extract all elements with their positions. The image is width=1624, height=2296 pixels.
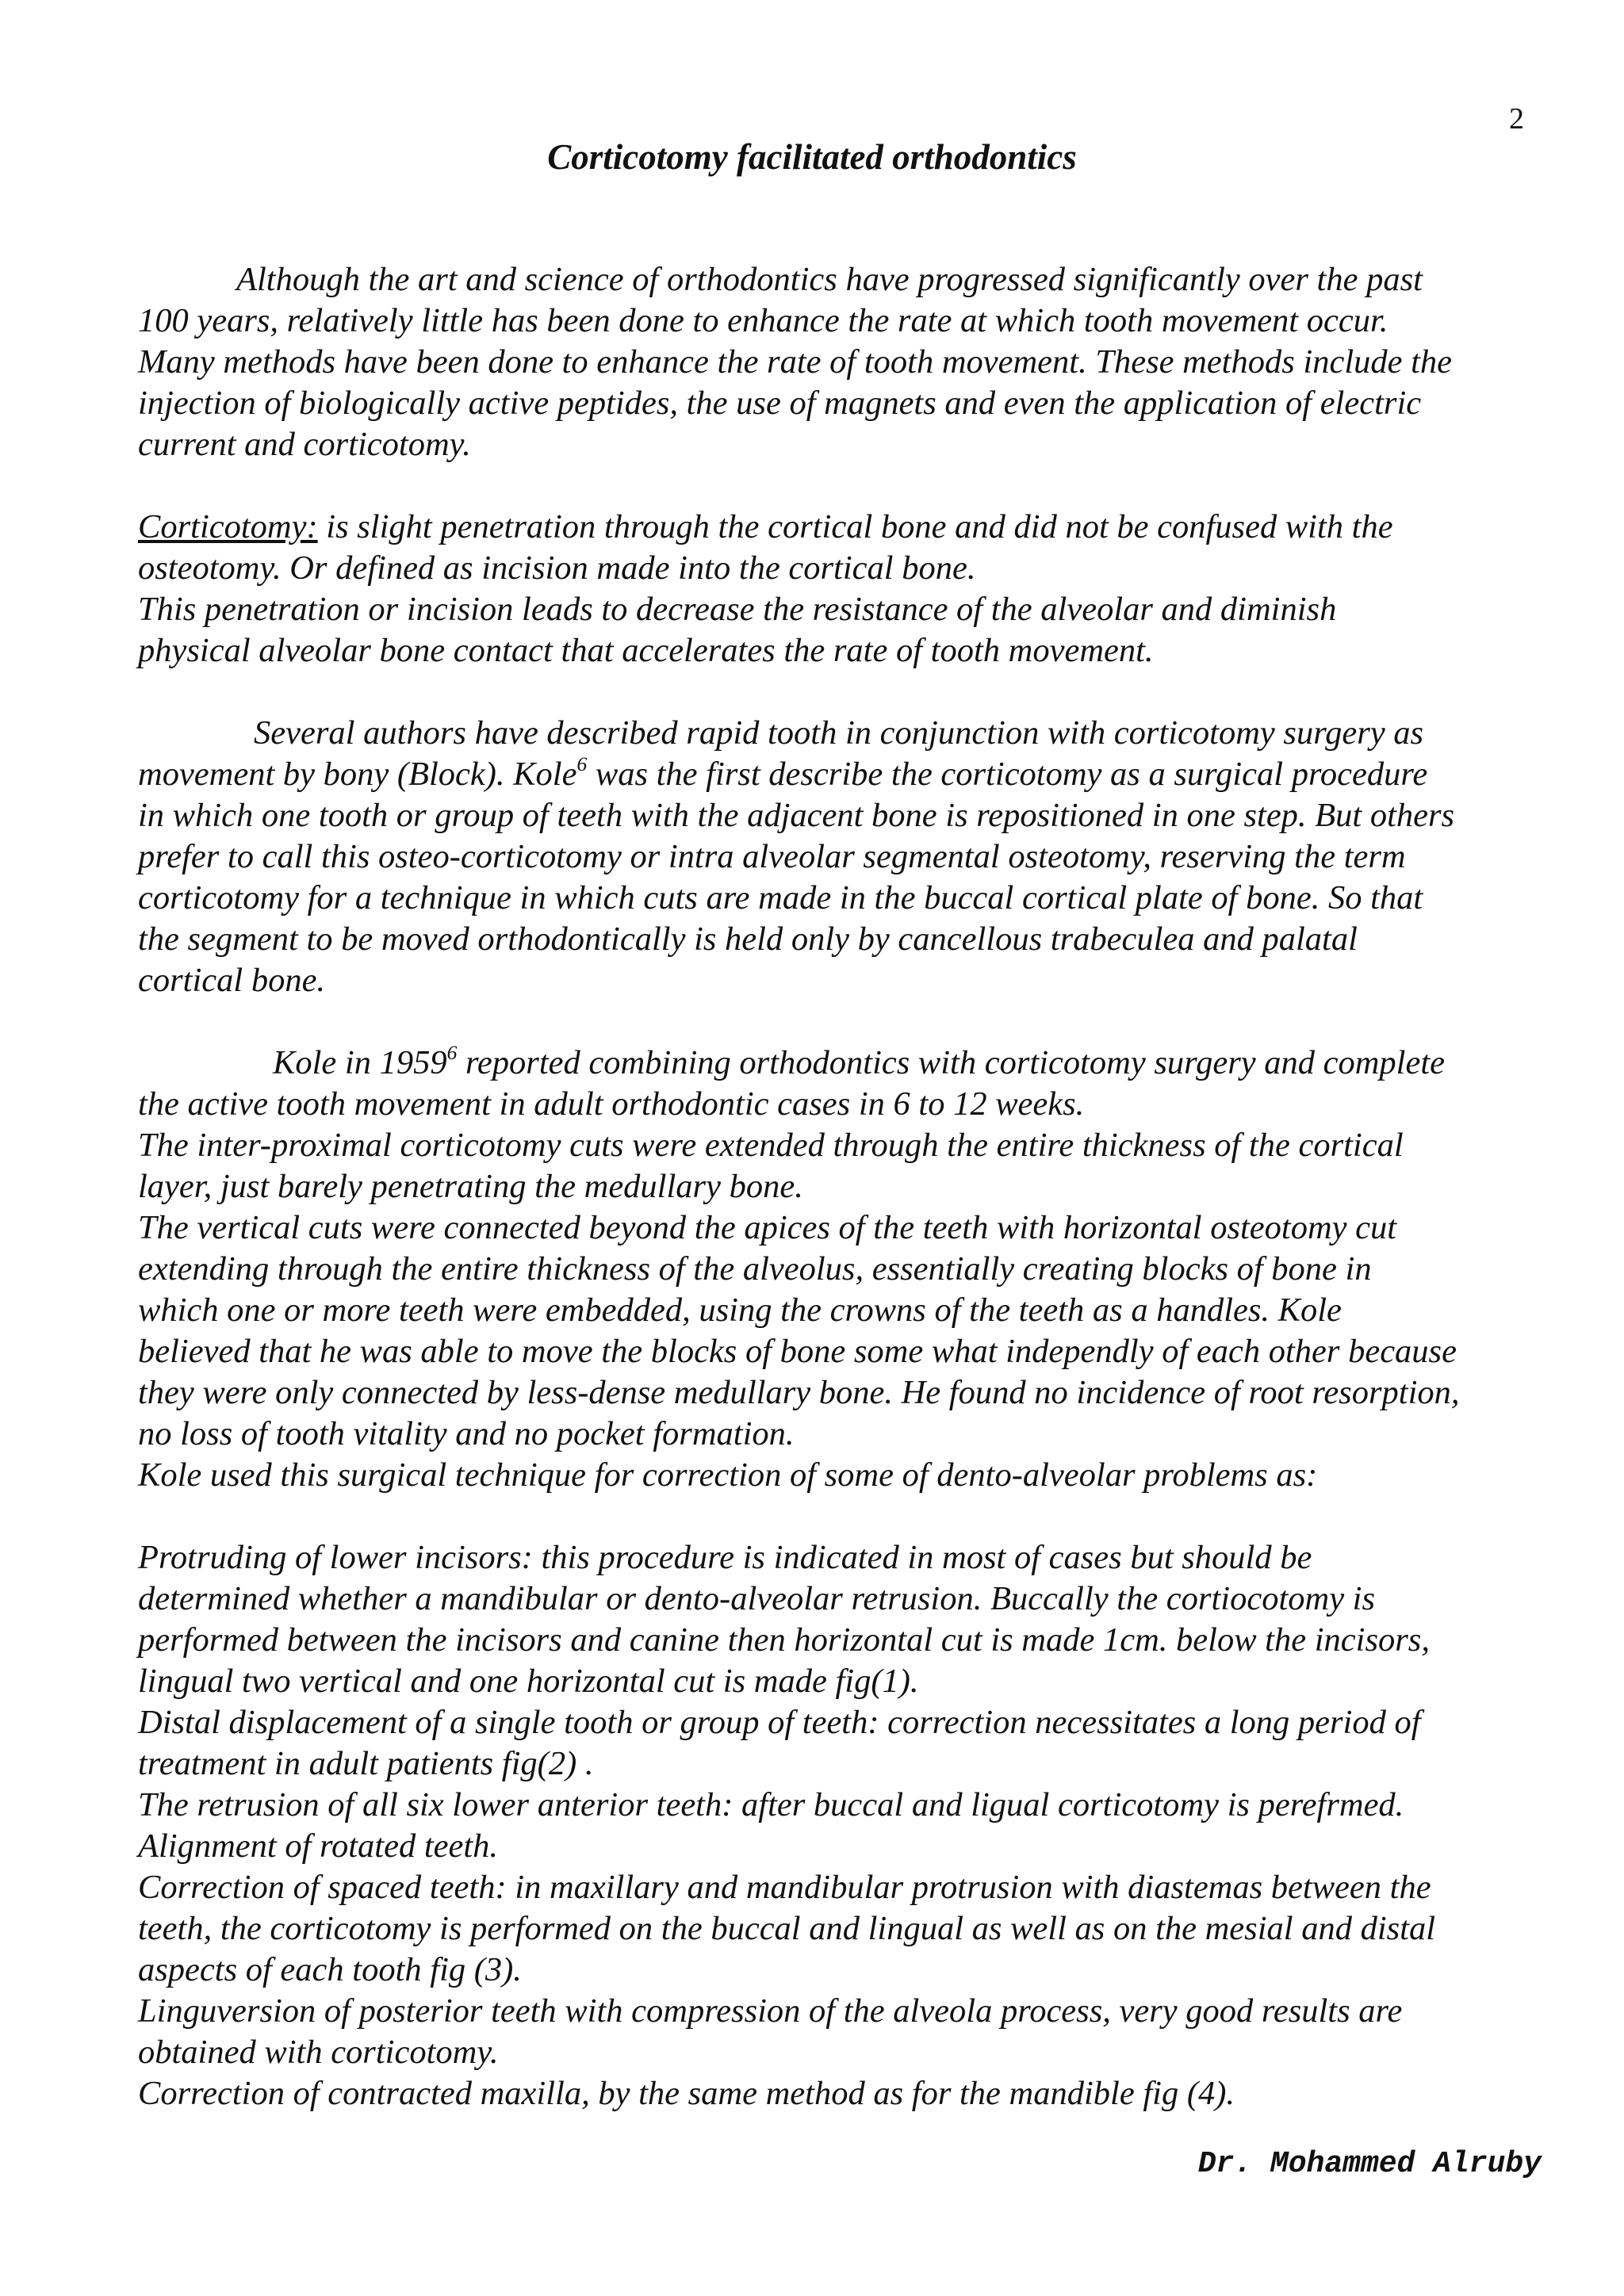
paragraph-intro (138, 259, 1557, 465)
text-line: determined whether a mandibular or dento-alveolar retrusion. Buccally the cortiocotomy is (138, 1580, 1376, 1617)
text-line: Several authors have described rapid tooth in conjunction with corticotomy surgery as (254, 714, 1424, 752)
text-line: extending through the entire thickness of the alveolus, essentially creating blocks of bone in (138, 1250, 1372, 1288)
paragraph-kole-1959 (138, 1043, 1557, 1496)
text-line: Alignment of rotated teeth. (138, 1827, 499, 1865)
text-line: obtained with corticotomy. (138, 2034, 499, 2071)
text-fragment: movement by bony (Block). Kole (138, 756, 577, 793)
text-line: physical alveolar bone contact that accelerates the rate of tooth movement. (138, 632, 1154, 669)
text-line: the segment to be moved orthodontically is held only by cancellous trabeculea and palatal (138, 920, 1358, 958)
text-line: Linguversion of posterior teeth with compression of the alveola process, very good results are (138, 1992, 1403, 2030)
text-line: in which one tooth or group of teeth with the adjacent bone is repositioned in one step. But others (138, 797, 1455, 834)
text-line: aspects of each tooth fig (3). (138, 1951, 522, 1988)
page-number: 2 (1509, 102, 1524, 136)
text-fragment: is slight penetration through the cortical bone and did not be confused with the (317, 508, 1393, 545)
text-line: injection of biologically active peptides, the use of magnets and even the application of electric (138, 385, 1422, 422)
text-line: This penetration or incision leads to decrease the resistance of the alveolar and diminish (138, 591, 1337, 628)
text-line: which one or more teeth were embedded, using the crowns of the teeth as a handles. Kole (138, 1292, 1342, 1329)
text-line: performed between the incisors and canine then horizontal cut is made 1cm. below the incisors, (138, 1621, 1430, 1659)
text-line: teeth, the corticotomy is performed on the buccal and lingual as well as on the mesial and distal (138, 1910, 1436, 1947)
text-line: layer, just barely penetrating the medullary bone. (138, 1168, 803, 1205)
text-line (138, 754, 1557, 795)
text-line: prefer to call this osteo-corticotomy or intra alveolar segmental osteotomy, reserving the term (138, 838, 1406, 875)
paragraph-block-movement (138, 713, 1557, 1001)
author-signature: Dr. Mohammed Alruby (1197, 2147, 1542, 2181)
citation-superscript: 6 (446, 1041, 458, 1065)
text-line: the active tooth movement in adult orthodontic cases in 6 to 12 weeks. (138, 1085, 1085, 1123)
text-line: Distal displacement of a single tooth or group of teeth: correction necessitates a long period of (138, 1704, 1421, 1741)
text-line: cortical bone. (138, 962, 326, 999)
text-line: 100 years, relatively little has been done to enhance the rate at which tooth movement occur. (138, 302, 1388, 339)
document-body (138, 259, 1557, 2156)
text-line: The vertical cuts were connected beyond the apices of the teeth with horizontal osteotomy cut (138, 1209, 1397, 1246)
text-line: corticotomy for a technique in which cuts are made in the buccal cortical plate of bone. So that (138, 879, 1423, 916)
text-line: lingual two vertical and one horizontal cut is made fig(1). (138, 1663, 919, 1700)
text-fragment: was the first describe the corticotomy as a surgical procedure (587, 756, 1428, 793)
text-line: current and corticotomy. (138, 426, 471, 463)
text-line: The inter-proximal corticotomy cuts were extended through the entire thickness of the cortical (138, 1127, 1404, 1164)
text-fragment: Kole in 1959 (273, 1044, 447, 1081)
text-line: treatment in adult patients fig(2) . (138, 1745, 594, 1782)
text-line (138, 507, 1557, 548)
text-line: Although the art and science of orthodontics have progressed significantly over the past (236, 261, 1423, 298)
text-fragment: reported combining orthodontics with corticotomy surgery and complete (457, 1044, 1446, 1081)
text-line: Many methods have been done to enhance the rate of tooth movement. These methods include the (138, 343, 1453, 381)
text-line: believed that he was able to move the blocks of bone some what independly of each other because (138, 1333, 1457, 1370)
defined-term: Corticotomy: (138, 508, 318, 545)
text-line: The retrusion of all six lower anterior teeth: after buccal and ligual corticotomy is perefrmed. (138, 1786, 1404, 1823)
text-line: Correction of spaced teeth: in maxillary and mandibular protrusion with diastemas between the (138, 1869, 1431, 1906)
page-title: Corticotomy facilitated orthodontics (547, 137, 1077, 177)
text-line: Correction of contracted maxilla, by the same method as for the mandible fig (4). (138, 2075, 1235, 2112)
text-line: osteotomy. Or defined as incision made into the cortical bone. (138, 549, 976, 587)
paragraph-corticotomy-definition (138, 507, 1557, 672)
text-line: no loss of tooth vitality and no pocket formation. (138, 1415, 795, 1452)
text-line (138, 1043, 1557, 1084)
text-line: they were only connected by less-dense medullary bone. He found no incidence of root resorption, (138, 1374, 1460, 1411)
citation-superscript: 6 (576, 752, 588, 776)
paragraph-problem-list (138, 1537, 1557, 2114)
text-line: Kole used this surgical technique for correction of some of dento-alveolar problems as: (138, 1456, 1318, 1494)
text-line: Protruding of lower incisors: this procedure is indicated in most of cases but should be (138, 1539, 1312, 1576)
